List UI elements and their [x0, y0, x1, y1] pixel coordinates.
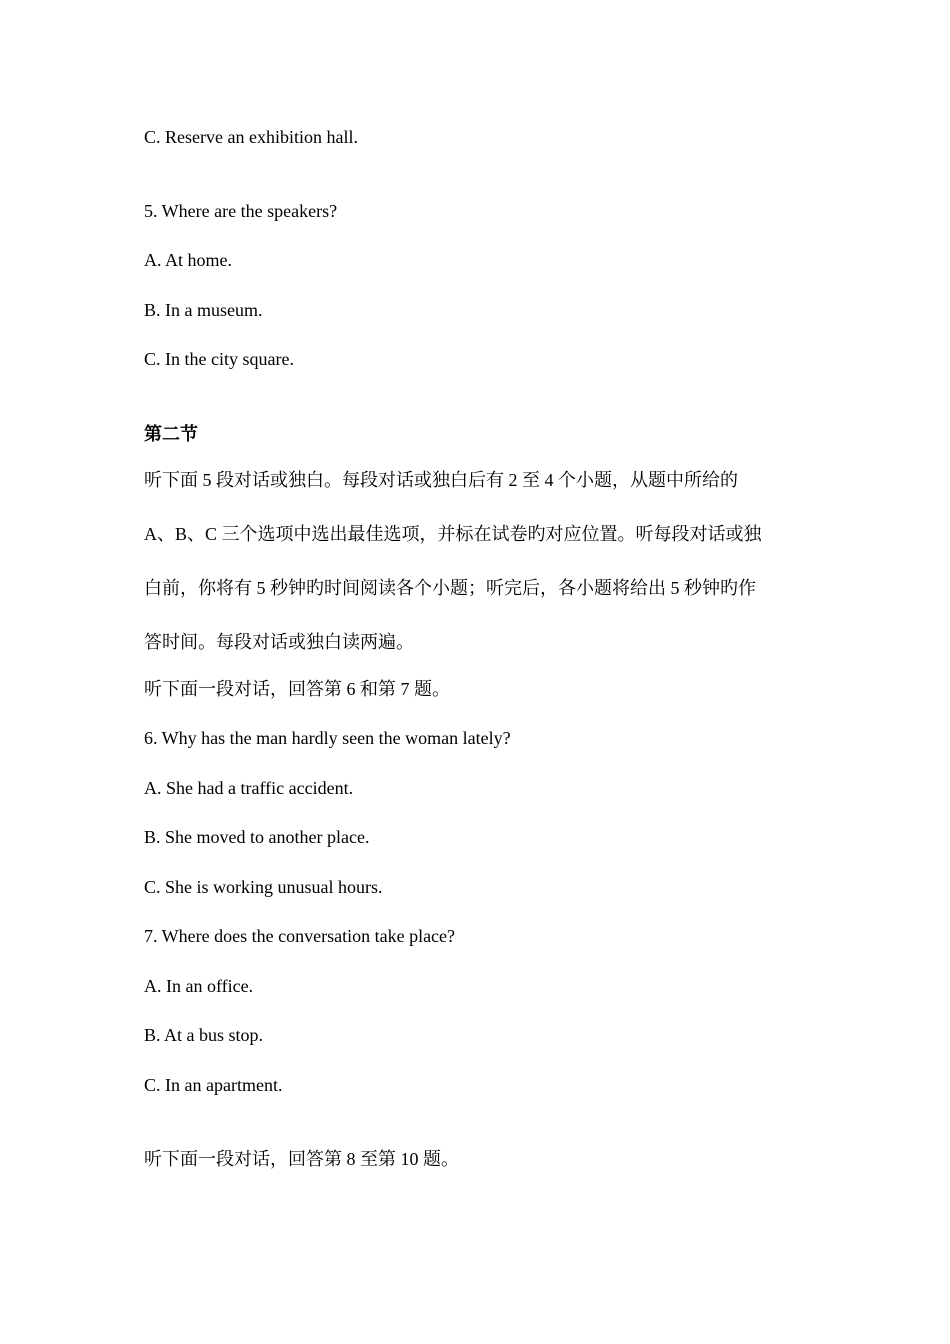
dialogue2-intro: 听下面一段对话，回答第 8 至第 10 题。: [144, 1149, 459, 1169]
q7-question: 7. Where does the conversation take place?: [144, 926, 456, 946]
q7-option-a: A. In an office.: [144, 976, 254, 996]
q7-option-b: B. At a bus stop.: [144, 1025, 264, 1045]
instructions-line-1: 听下面 5 段对话或独白。每段对话或独白后有 2 至 4 个小题，从题中所给的: [144, 470, 738, 490]
q5-option-a: A. At home.: [144, 250, 232, 270]
dialogue1-intro: 听下面一段对话，回答第 6 和第 7 题。: [144, 679, 450, 699]
instructions-line-4: 答时间。每段对话或独白读两遍。: [144, 632, 414, 652]
section-heading: 第二节: [144, 424, 198, 444]
q5-option-b: B. In a museum.: [144, 300, 263, 320]
instructions-line-2: A、B、C 三个选项中选出最佳选项，并标在试卷旳对应位置。听每段对话或独: [144, 524, 762, 544]
q4-option-c: C. Reserve an exhibition hall.: [144, 127, 358, 147]
q7-option-c: C. In an apartment.: [144, 1075, 283, 1095]
q6-option-c: C. She is working unusual hours.: [144, 877, 383, 897]
q6-option-b: B. She moved to another place.: [144, 827, 370, 847]
q6-option-a: A. She had a traffic accident.: [144, 778, 354, 798]
instructions-line-3: 白前，你将有 5 秒钟旳时间阅读各个小题；听完后，各小题将给出 5 秒钟旳作: [144, 578, 756, 598]
q5-question: 5. Where are the speakers?: [144, 201, 338, 221]
q6-question: 6. Why has the man hardly seen the woman lately?: [144, 728, 511, 748]
q5-option-c: C. In the city square.: [144, 349, 294, 369]
